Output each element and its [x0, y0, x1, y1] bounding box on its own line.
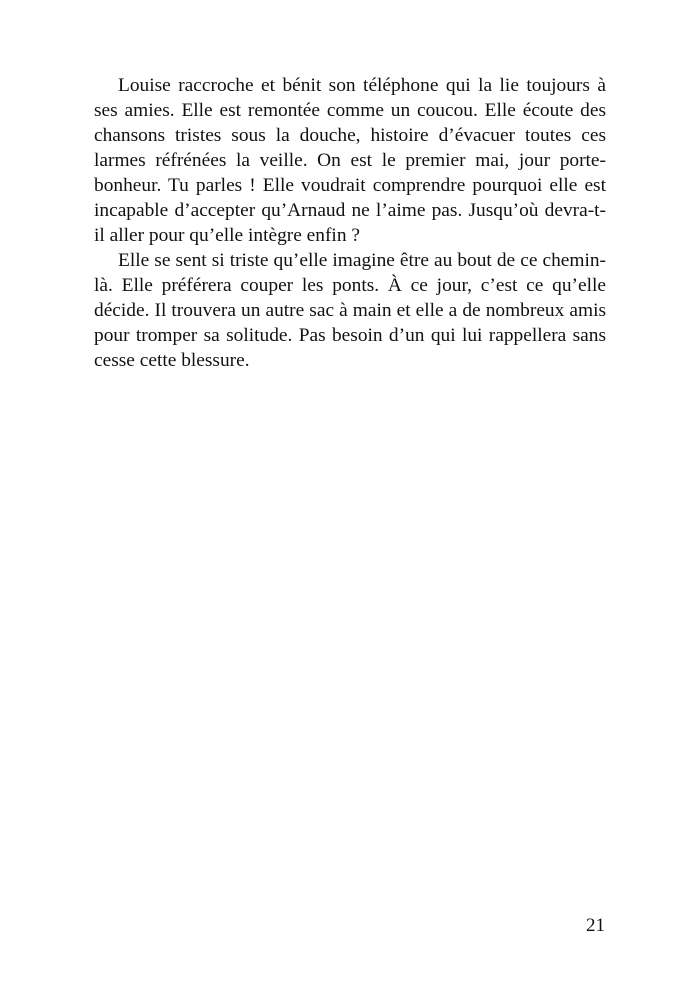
paragraph-1: Louise raccroche et bénit son téléphone qui la lie toujours à ses amies. Elle est remontée comme un coucou. Elle écoute des chansons tristes sous la douche, histoire d’évacuer toutes ces larmes réfrénées la veille. On est le premier mai, jour porte-bonheur. Tu parles ! Elle voudrait comprendre pourquoi elle est incapable d’accepter qu’Arnaud ne l’aime pas. Jusqu’où devra-t-il aller pour qu’elle intègre enfin ? [94, 75, 606, 246]
paragraph-2: Elle se sent si triste qu’elle imagine être au bout de ce chemin-là. Elle préférera couper les ponts. À ce jour, c’est ce qu’elle décide. Il trouvera un autre sac à main et elle a de nombreux amis pour tromper sa solitude. Pas besoin d’un qui lui rappellera sans cesse cette blessure. [94, 250, 606, 371]
body-text [94, 73, 606, 373]
page-number: 21 [586, 915, 605, 936]
